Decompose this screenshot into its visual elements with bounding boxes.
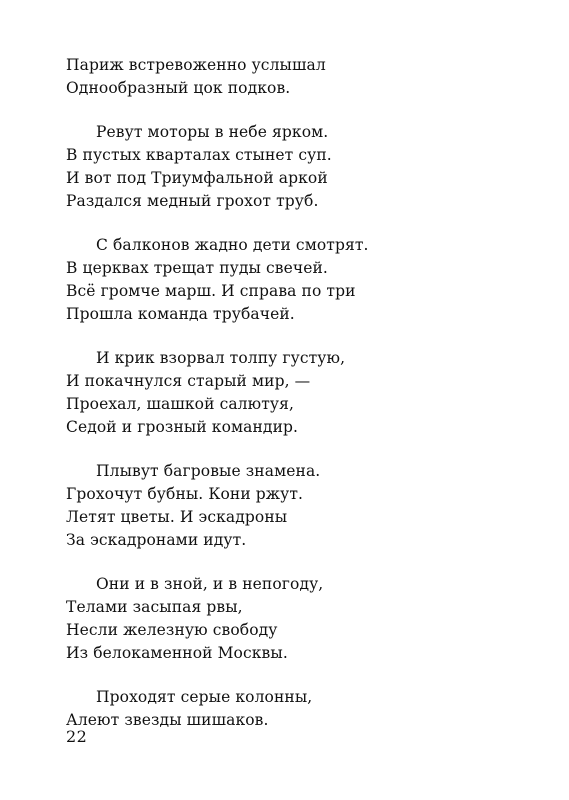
poem-line: И вот под Триумфальной аркой	[66, 169, 328, 187]
poem-line: И крик взорвал толпу густую,	[96, 349, 346, 367]
poem-line: Они и в зной, и в непогоду,	[96, 575, 324, 593]
poem-line: Однообразный цок подков.	[66, 79, 291, 97]
poem-line: Плывут багровые знамена.	[96, 462, 321, 480]
poem-line: Из белокаменной Москвы.	[66, 644, 288, 662]
poem-line: Летят цветы. И эскадроны	[66, 508, 288, 526]
poem-line: Проходят серые колонны,	[96, 688, 313, 706]
poem-line: Несли железную свободу	[66, 621, 278, 639]
poem-stanza-4	[66, 347, 526, 439]
poem-line: Ревут моторы в небе ярком.	[96, 123, 329, 141]
poem-line: В церквах трещат пуды свечей.	[66, 259, 328, 277]
poem-line: Раздался медный грохот труб.	[66, 192, 319, 210]
poem-body	[66, 54, 526, 732]
poem-stanza-5	[66, 460, 526, 552]
poem-line: Всё громче марш. И справа по три	[66, 282, 356, 300]
poem-stanza-6	[66, 573, 526, 665]
poem-line: Проехал, шашкой салютуя,	[66, 395, 295, 413]
poem-stanza-1	[66, 54, 526, 100]
poem-line: Грохочут бубны. Кони ржут.	[66, 485, 304, 503]
poem-line: И покачнулся старый мир, —	[66, 372, 311, 390]
poem-line: За эскадронами идут.	[66, 531, 247, 549]
poem-stanza-7	[66, 686, 526, 732]
poem-line: Седой и грозный командир.	[66, 418, 299, 436]
poem-line: В пустых кварталах стынет суп.	[66, 146, 332, 164]
poem-stanza-2	[66, 121, 526, 213]
poem-stanza-3	[66, 234, 526, 326]
poem-line: С балконов жадно дети смотрят.	[96, 236, 369, 254]
poem-line: Алеют звезды шишаков.	[66, 711, 269, 729]
poem-line: Прошла команда трубачей.	[66, 305, 295, 323]
poem-line: Париж встревоженно услышал	[66, 56, 326, 74]
poem-line: Телами засыпая рвы,	[66, 598, 243, 616]
page-number: 22	[66, 727, 88, 746]
